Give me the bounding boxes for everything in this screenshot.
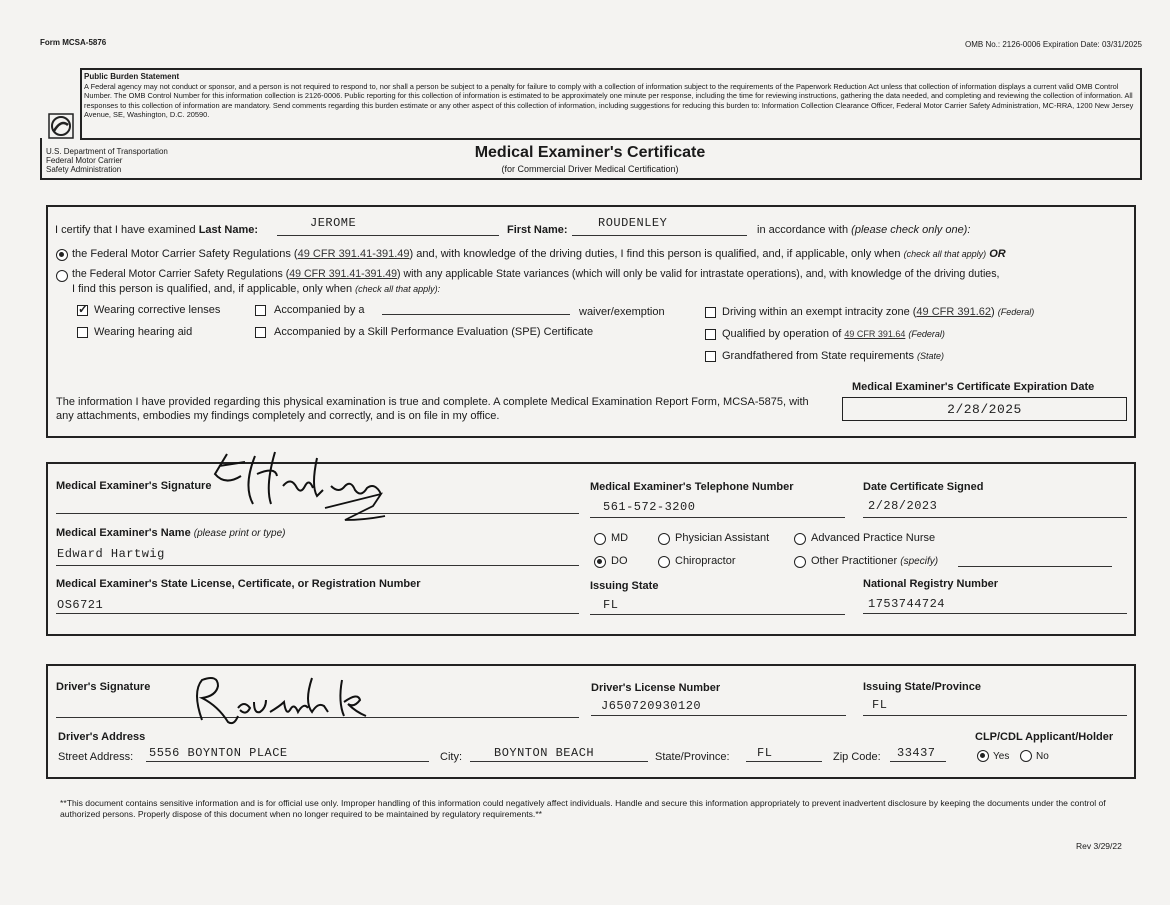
agency-line-2: Federal Motor Carrier <box>46 156 123 165</box>
driver-signature-image <box>188 672 378 730</box>
examiner-signature-image <box>205 446 395 526</box>
option-fmcsr-text: the Federal Motor Carrier Safety Regulations (49 CFR 391.41-391.49) and, with knowledge of the driving duties, I find this person is qualified, and, if applicable, only when (check all that apply) OR <box>72 248 1006 260</box>
examiner-signature-label: Medical Examiner's Signature <box>56 480 212 492</box>
option-state-text: the Federal Motor Carrier Safety Regulations (49 CFR 391.41-391.49) with any applicable State variances (which will only be valid for intrastate operations), and, with knowledge of the driving duties, <box>72 268 1000 280</box>
city-label: City: <box>440 751 462 763</box>
driver-license-value: J650720930120 <box>601 699 702 713</box>
zip-label: Zip Code: <box>833 751 881 763</box>
checkbox-intracity[interactable] <box>705 307 716 318</box>
label-accompanied: Accompanied by a <box>274 304 365 316</box>
label-waiver: waiver/exemption <box>579 306 665 318</box>
other-practitioner-field[interactable] <box>958 553 1112 567</box>
license-label: Medical Examiner's State License, Certificate, or Registration Number <box>56 578 421 590</box>
burden-text: A Federal agency may not conduct or sponsor, and a person is not required to respond to, nor shall a person be subject to a penalty for failure to comply with a collection of information subject to the requirements of the Paperwork Reduction Act unless that collection of information displays a current valid OMB Control Number. The OMB Control Number for this information collection is 2126-0006. Public reporting for this collection of information is estimated to be approximately one minute per response, including the time for reviewing instructions, gathering the data needed, and completing and reviewing the collection of information. All responses to this collection of information are mandatory. Send comments regarding this burden estimate or any other aspect of this collection of information, including suggestions for reducing this burden to: Information Collection Clearance Officer, Federal Motor Carrier Safety Administration, MC-RRA, 1200 New Jersey Avenue, SE, Washington, D.C. 20590. <box>84 82 1134 120</box>
registry-value: 1753744724 <box>868 597 946 611</box>
issuing-state-value: FL <box>603 598 619 612</box>
label-intracity: Driving within an exempt intracity zone (49 CFR 391.62) (Federal) <box>722 306 1035 318</box>
page-subtitle: (for Commercial Driver Medical Certification) <box>501 164 679 174</box>
checkbox-accompanied[interactable] <box>255 305 266 316</box>
option-state-text-2: I find this person is qualified, and, if applicable, only when (check all that apply): <box>72 283 441 295</box>
radio-clp-yes[interactable] <box>977 750 989 762</box>
sensitivity-notice: **This document contains sensitive information and is for official use only. Improper handling of this information could negatively affect individuals. Handle and secure this information appropriately to prevent inadvertent disclosure by keeping the documents under the control of authorized persons. Properly dispose of this document when no longer required to be maintained by regulatory requirements.** <box>60 798 1106 819</box>
driver-signature-label: Driver's Signature <box>56 681 151 693</box>
radio-physician-assistant[interactable] <box>658 533 670 545</box>
checkbox-qualified-by-operation[interactable] <box>705 329 716 340</box>
form-id: Form MCSA-5876 <box>40 38 107 47</box>
revision-date: Rev 3/29/22 <box>1076 841 1122 851</box>
date-signed-label: Date Certificate Signed <box>863 481 984 493</box>
state-label: State/Province: <box>655 751 730 763</box>
burden-title: Public Burden Statement <box>84 72 180 81</box>
last-name-value: JEROME <box>310 216 357 230</box>
label-chiropractor: Chiropractor <box>675 555 736 567</box>
checkbox-grandfathered[interactable] <box>705 351 716 362</box>
driver-issuing-field[interactable] <box>863 702 1127 716</box>
label-other-practitioner: Other Practitioner (specify) <box>811 555 939 567</box>
radio-fmcsr[interactable] <box>56 249 68 261</box>
label-grandfathered: Grandfathered from State requirements (State) <box>722 350 945 362</box>
first-name-value: ROUDENLEY <box>598 216 668 230</box>
driver-issuing-label: Issuing State/Province <box>863 681 981 693</box>
label-qualified-by-operation: Qualified by operation of 49 CFR 391.64 (Federal) <box>722 328 945 340</box>
state-value: FL <box>757 746 773 760</box>
label-clp-yes: Yes <box>993 751 1010 762</box>
radio-apn[interactable] <box>794 533 806 545</box>
radio-md[interactable] <box>594 533 606 545</box>
examiner-name-value: Edward Hartwig <box>57 547 165 561</box>
street-value: 5556 BOYNTON PLACE <box>149 746 288 760</box>
first-name-label: First Name: <box>507 224 568 236</box>
license-value: OS6721 <box>57 598 104 612</box>
driver-license-label: Driver's License Number <box>591 682 721 694</box>
radio-fmcsr-state[interactable] <box>56 270 68 282</box>
agency-line-1: U.S. Department of Transportation <box>46 147 168 156</box>
certify-suffix: in accordance with (please check only one): <box>757 224 971 236</box>
phone-value: 561-572-3200 <box>603 500 696 514</box>
label-corrective-lenses: Wearing corrective lenses <box>94 304 221 316</box>
dot-logo-icon <box>48 113 74 139</box>
radio-chiropractor[interactable] <box>658 556 670 568</box>
expiration-label: Medical Examiner's Certificate Expiration Date <box>852 381 1095 393</box>
examiner-name-label: Medical Examiner's Name (please print or type) <box>56 527 286 539</box>
agency-line-3: Safety Administration <box>46 165 122 174</box>
checkbox-corrective-lenses[interactable] <box>77 305 88 316</box>
label-apn: Advanced Practice Nurse <box>811 532 936 544</box>
city-value: BOYNTON BEACH <box>494 746 595 760</box>
waiver-field[interactable] <box>382 303 570 315</box>
label-hearing-aid: Wearing hearing aid <box>94 326 193 338</box>
clp-label: CLP/CDL Applicant/Holder <box>975 731 1114 743</box>
label-physician-assistant: Physician Assistant <box>675 532 770 544</box>
driver-issuing-value: FL <box>872 698 888 712</box>
omb-number: OMB No.: 2126-0006 Expiration Date: 03/31/2025 <box>965 40 1142 49</box>
issuing-state-label: Issuing State <box>590 580 659 592</box>
expiration-value: 2/28/2025 <box>947 402 1022 417</box>
page-title: Medical Examiner's Certificate <box>474 144 706 161</box>
certify-prefix: I certify that I have examined Last Name: <box>55 224 258 236</box>
date-signed-value: 2/28/2023 <box>868 499 938 513</box>
checkbox-spe[interactable] <box>255 327 266 338</box>
registry-label: National Registry Number <box>863 578 999 590</box>
license-field[interactable] <box>56 600 579 614</box>
radio-do[interactable] <box>594 556 606 568</box>
label-clp-no: No <box>1036 751 1049 762</box>
phone-label: Medical Examiner's Telephone Number <box>590 481 794 493</box>
radio-other-practitioner[interactable] <box>794 556 806 568</box>
checkbox-hearing-aid[interactable] <box>77 327 88 338</box>
issuing-state-field[interactable] <box>590 601 845 615</box>
label-spe: Accompanied by a Skill Performance Evaluation (SPE) Certificate <box>274 326 594 338</box>
label-md: MD <box>611 532 629 544</box>
info-statement: The information I have provided regarding this physical examination is true and complete. A complete Medical Examination Report Form, MCSA-5875, with any attachments, embodies my findings completely and correctly, and is on file in my office. <box>56 396 809 422</box>
zip-value: 33437 <box>897 746 936 760</box>
radio-clp-no[interactable] <box>1020 750 1032 762</box>
label-do: DO <box>611 555 628 567</box>
street-label: Street Address: <box>58 751 134 763</box>
driver-address-label: Driver's Address <box>58 731 146 743</box>
